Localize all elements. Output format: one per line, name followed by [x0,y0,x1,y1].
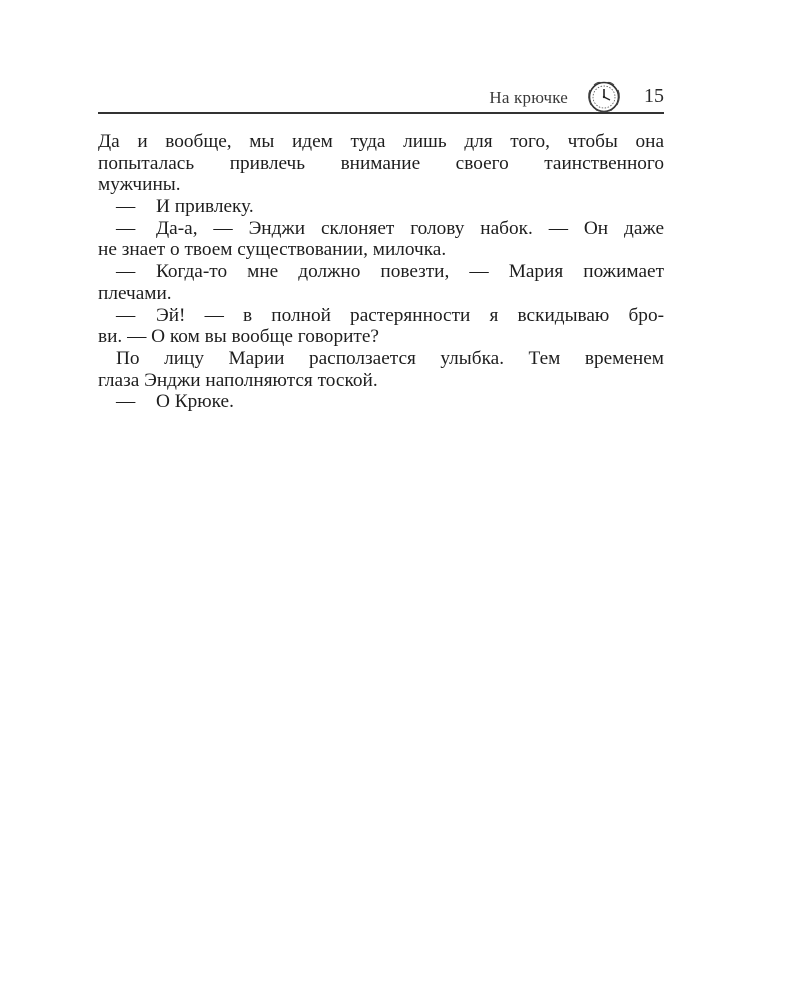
dialogue-text: Да-а, — Энджи склоняет голову набок. — Он даже [156,217,664,239]
dialogue-text: Когда-то мне должно повезти, — Мария пожимает [156,261,664,283]
dialogue-text: И привлеку. [156,196,254,218]
text-line: не знает о твоем существовании, милочка. [98,239,447,261]
running-header [98,82,664,114]
dialogue-line [98,218,664,240]
dialogue-line [98,196,664,218]
text-line: попыталась привлечь внимание своего таинственного [98,152,664,174]
running-title: На крючке [489,88,568,107]
dialogue-line [98,391,664,413]
dialogue-text: О Крюке. [156,391,234,413]
dialogue-line [98,261,664,283]
dialogue-line [98,305,664,327]
body-text [98,131,664,413]
dialogue-dash: — [116,261,136,283]
header-rule [98,112,664,114]
dialogue-dash: — [116,217,136,239]
dialogue-dash: — [116,196,136,218]
clock-ornament-icon [586,80,622,114]
text-line: Да и вообще, мы идем туда лишь для того, чтобы она [98,131,664,152]
text-line: мужчины. [98,174,181,196]
text-line: По лицу Марии расползается улыбка. Тем временем [116,347,664,369]
text-line: глаза Энджи наполняются тоской. [98,369,378,391]
text-line: ви. — О ком вы вообще говорите? [98,326,379,348]
dialogue-text: Эй! — в полной растерянности я вскидываю бро- [156,304,664,326]
dialogue-dash: — [116,391,136,413]
text-line: плечами. [98,282,172,304]
page-number: 15 [644,85,664,107]
dialogue-dash: — [116,304,136,326]
